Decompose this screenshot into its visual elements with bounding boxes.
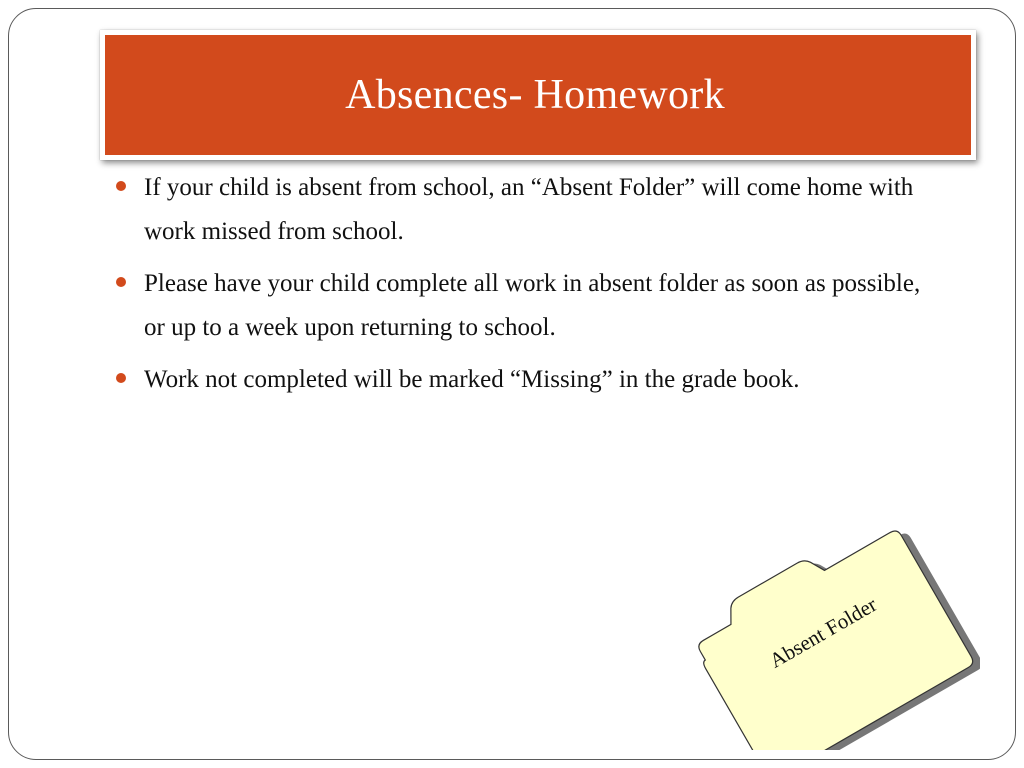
- bullet-dot-icon: [116, 277, 126, 287]
- bullet-list: [114, 166, 944, 410]
- bullet-dot-icon: [116, 181, 126, 191]
- bullet-item: [114, 166, 944, 254]
- folder-label: Absent Folder: [765, 592, 881, 673]
- bullet-text: Work not completed will be marked “Missing” in the grade book.: [144, 366, 800, 393]
- bullet-text: If your child is absent from school, an “Absent Folder” will come home with work missed from school.: [144, 174, 914, 245]
- bullet-text: Please have your child complete all work in absent folder as soon as possible, or up to a week upon returning to school.: [144, 270, 921, 341]
- bullet-item: [114, 358, 944, 402]
- bullet-dot-icon: [116, 373, 126, 383]
- slide-title: Absences- Homework: [345, 72, 725, 118]
- bullet-item: [114, 262, 944, 350]
- title-bar: [100, 30, 976, 160]
- absent-folder-illustration: [690, 525, 980, 750]
